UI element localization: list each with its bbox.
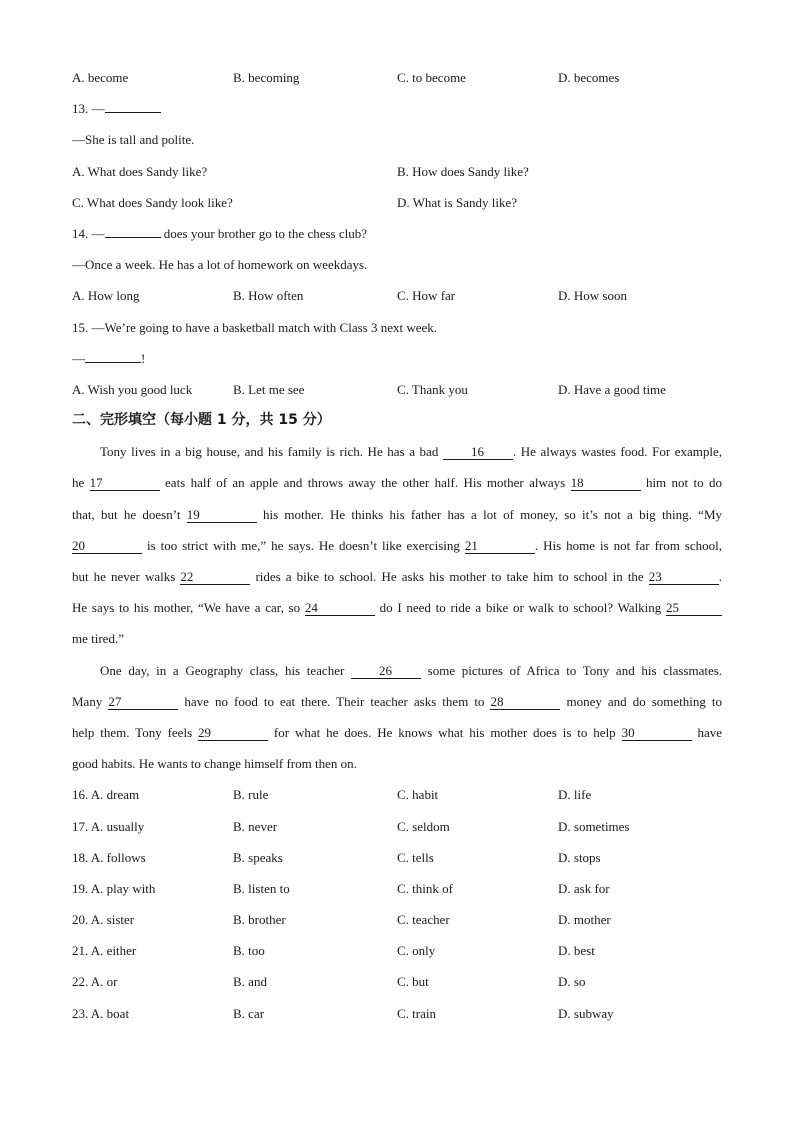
choice-19-d: D. ask for	[558, 880, 610, 896]
q14-blank	[105, 237, 161, 238]
q13-option-c: C. What does Sandy look like?	[72, 194, 233, 210]
passage-text: him not to do	[645, 475, 723, 491]
choice-22-c: C. but	[397, 974, 429, 990]
choice-row-20	[72, 904, 722, 935]
passage-line-5	[72, 561, 722, 592]
choice-18-b: B. speaks	[233, 849, 283, 865]
passage-text: eats half of an apple and throws away the other half. His mother always	[165, 475, 566, 491]
blank-28: 28	[490, 695, 560, 710]
passage-text: for what he does. He knows what his mother does is to help	[273, 724, 616, 740]
q12-option-b: B. becoming	[233, 70, 300, 85]
passage-text: have	[697, 724, 723, 740]
choice-18-d: D. stops	[558, 849, 601, 865]
q14-option-d: D. How soon	[558, 288, 627, 304]
passage-text: his mother. He thinks his father has a lot of money, so it’s not a big thing. “My	[262, 506, 723, 522]
passage-text: help them. Tony feels	[72, 724, 193, 740]
choice-22-d: D. so	[558, 974, 586, 990]
passage-line-7	[72, 623, 722, 654]
blank-16: 16	[443, 445, 513, 460]
choice-row-17	[72, 811, 722, 842]
q13-option-d: D. What is Sandy like?	[397, 194, 517, 210]
choice-row-16	[72, 779, 722, 810]
q13-options-row2	[72, 187, 722, 218]
passage-text: me tired.”	[72, 631, 124, 647]
passage-line-11	[72, 748, 722, 779]
q13-option-b: B. How does Sandy like?	[397, 163, 529, 179]
blank-18: 18	[571, 476, 641, 491]
passage-line-8	[72, 655, 722, 686]
blank-17: 17	[90, 476, 160, 491]
q14-number: 14.	[72, 225, 89, 241]
choice-17-b: B. never	[233, 818, 278, 834]
passage-text: have no food to eat there. Their teacher asks them to	[184, 693, 485, 709]
q14-answer-line: —Once a week. He has a lot of homework on weekdays.	[72, 257, 368, 273]
passage-text: Tony lives in a big house, and his family is rich. He has a bad	[100, 444, 439, 460]
passage-text: he	[72, 475, 85, 491]
passage-text: rides a bike to school. He asks his mother to take him to school in the	[255, 569, 644, 584]
passage-line-3	[72, 499, 722, 530]
choice-16-c: C. habit	[397, 787, 439, 803]
choice-row-22	[72, 966, 722, 997]
exam-page	[72, 62, 722, 1029]
q15-number: 15.	[72, 319, 89, 335]
q12-options	[72, 62, 722, 93]
choice-17-d: D. sometimes	[558, 818, 630, 834]
q15-dash: —	[72, 350, 85, 366]
q14-stem-rest: does your brother go to the chess club?	[163, 225, 368, 241]
q15-options	[72, 374, 722, 405]
passage-line-9	[72, 686, 722, 717]
blank-19: 19	[187, 508, 257, 523]
blank-30: 30	[622, 726, 692, 741]
passage-text: . His home is not far from school,	[534, 537, 723, 553]
choice-17-c: C. seldom	[397, 818, 450, 834]
choice-23-a: 23. A. boat	[72, 1005, 130, 1021]
choice-19-b: B. listen to	[233, 880, 290, 896]
q14-options	[72, 280, 722, 311]
choice-22-b: B. and	[233, 974, 267, 990]
q15-option-c: C. Thank you	[397, 381, 468, 397]
choice-21-a: 21. A. either	[72, 943, 137, 959]
passage-text: He says to his mother, “We have a car, so	[72, 600, 301, 616]
passage-text: .	[718, 569, 723, 584]
choice-16-a: 16. A. dream	[72, 787, 140, 803]
passage-text: money and do something to	[566, 693, 723, 709]
q15-option-b: B. Let me see	[233, 381, 305, 397]
passage-text: do I need to ride a bike or walk to school? Walking	[379, 600, 662, 616]
blank-21: 21	[465, 539, 535, 554]
passage-text: some pictures of Africa to Tony and his classmates.	[427, 662, 723, 678]
passage-text: is too strict with me,” he says. He doesn’t like exercising	[146, 537, 460, 553]
q15-stem	[72, 312, 722, 343]
q14-option-c: C. How far	[397, 288, 456, 304]
choice-23-d: D. subway	[558, 1005, 614, 1021]
passage-text: One day, in a Geography class, his teacher	[100, 662, 345, 678]
q14-dash: —	[91, 225, 105, 241]
choice-19-c: C. think of	[397, 880, 453, 896]
choice-16-b: B. rule	[233, 787, 269, 803]
choice-22-a: 22. A. or	[72, 974, 118, 990]
passage-text: good habits. He wants to change himself from then on.	[72, 756, 357, 772]
q14-option-b: B. How often	[233, 288, 304, 304]
choice-20-a: 20. A. sister	[72, 912, 135, 928]
choice-16-d: D. life	[558, 787, 592, 803]
choice-row-19	[72, 873, 722, 904]
q13-dash: —	[91, 101, 105, 117]
q15-end: !	[141, 350, 146, 366]
choice-23-c: C. train	[397, 1005, 436, 1021]
q12-option-d: D. becomes	[558, 70, 620, 85]
q15-blank	[85, 362, 141, 363]
q15-option-a: A. Wish you good luck	[72, 381, 193, 397]
choice-17-a: 17. A. usually	[72, 818, 145, 834]
q13-options-row1	[72, 156, 722, 187]
passage-line-2	[72, 467, 722, 498]
blank-22: 22	[180, 570, 250, 585]
q13-option-a: A. What does Sandy like?	[72, 163, 208, 179]
passage-text: but he never walks	[72, 569, 176, 584]
passage-line-4	[72, 530, 722, 561]
choice-18-a: 18. A. follows	[72, 849, 146, 865]
blank-20: 20	[72, 539, 142, 554]
choice-20-b: B. brother	[233, 912, 286, 928]
blank-26: 26	[351, 664, 421, 679]
choice-19-a: 19. A. play with	[72, 880, 156, 896]
q12-option-c: C. to become	[397, 70, 466, 85]
q13-blank	[105, 112, 161, 113]
blank-23: 23	[649, 570, 719, 585]
q15-option-d: D. Have a good time	[558, 381, 666, 397]
q15-answer-line	[72, 343, 722, 374]
q13-answer-line: —She is tall and polite.	[72, 132, 195, 148]
choice-18-c: C. tells	[397, 849, 434, 865]
choice-row-23	[72, 998, 722, 1029]
choice-21-c: C. only	[397, 943, 436, 959]
q12-option-a: A. become	[72, 70, 129, 85]
q15-stem-text: —We’re going to have a basketball match with Class 3 next week.	[91, 319, 438, 335]
passage-line-6	[72, 592, 722, 623]
blank-27: 27	[108, 695, 178, 710]
passage-text: that, but he doesn’t	[72, 506, 181, 522]
choice-20-c: C. teacher	[397, 912, 450, 928]
choice-23-b: B. car	[233, 1005, 265, 1021]
choice-21-d: D. best	[558, 943, 595, 959]
section-title-cloze: 二、完形填空（每小题 1 分，共 15 分）	[72, 412, 331, 429]
q14-option-a: A. How long	[72, 288, 140, 304]
q13-number: 13.	[72, 101, 89, 117]
passage-line-1	[72, 436, 722, 467]
blank-24: 24	[305, 601, 375, 616]
passage-text: Many	[72, 693, 103, 709]
passage-line-10	[72, 717, 722, 748]
blank-25: 25	[666, 601, 722, 616]
passage-text: . He always wastes food. For example,	[512, 444, 723, 460]
choice-row-18	[72, 842, 722, 873]
blank-29: 29	[198, 726, 268, 741]
choice-20-d: D. mother	[558, 912, 611, 928]
q14-stem	[72, 218, 722, 249]
cloze-choices	[72, 779, 722, 1029]
choice-row-21	[72, 935, 722, 966]
choice-21-b: B. too	[233, 943, 265, 959]
q13-stem	[72, 93, 722, 124]
